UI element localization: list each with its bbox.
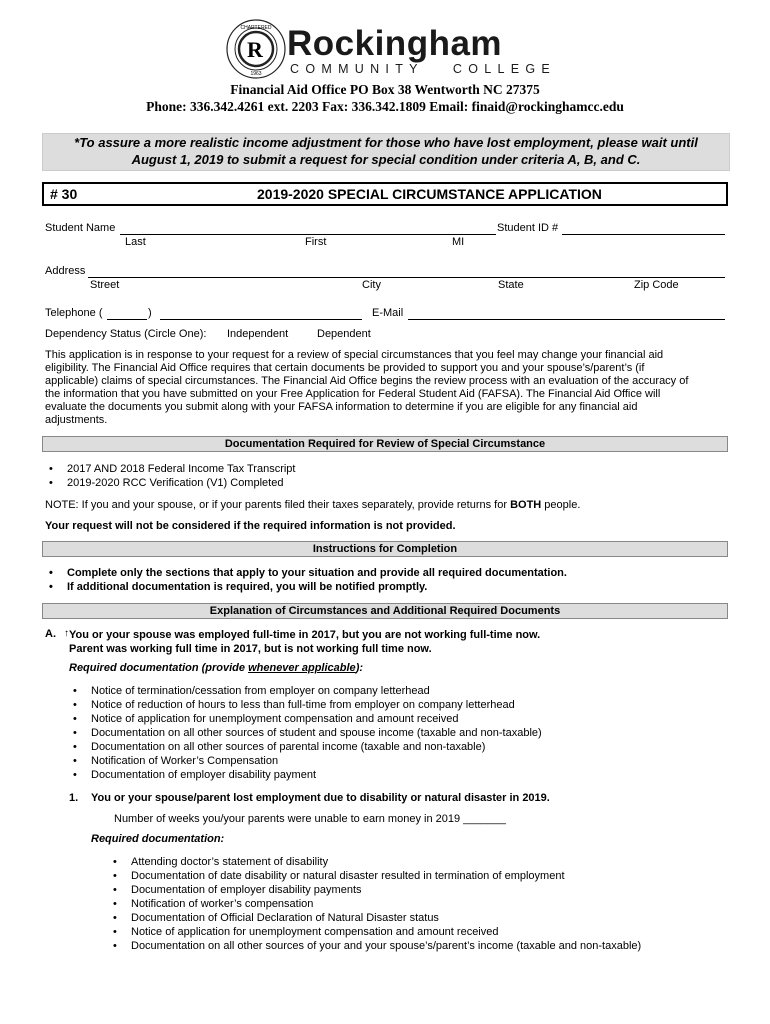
zip-caption: Zip Code: [634, 279, 679, 291]
seal-letter: R: [247, 37, 263, 62]
student-name-field[interactable]: [120, 222, 496, 235]
logo-name: Rockingham: [287, 24, 503, 63]
office-contact: Phone: 336.342.4261 ext. 2203 Fax: 336.342.1809 Email: finaid@rockinghamcc.edu: [146, 99, 624, 114]
note-prefix: NOTE: If you and your spouse, or if your parents filed their taxes separately, provide returns for: [45, 499, 511, 511]
email-field[interactable]: [408, 307, 725, 320]
list-item: • Documentation of employer disability payments: [109, 883, 641, 897]
note-bold: BOTH: [510, 499, 542, 511]
explanation-heading: Explanation of Circumstances and Additional Required Documents: [42, 603, 728, 619]
independent-option[interactable]: Independent: [227, 328, 289, 340]
list-item: • Notice of application for unemployment compensation and amount received: [109, 925, 641, 939]
telephone-field[interactable]: [160, 307, 362, 320]
list-item: • Documentation on all other sources of student and spouse income (taxable and non-taxable): [69, 726, 542, 740]
address-field[interactable]: [88, 265, 725, 278]
required-doc-label-2: Required documentation:: [91, 833, 225, 845]
doc-required-list: [45, 462, 295, 490]
section-a-line-1: You or your spouse was employed full-time in 2017, but you are not working full-time now.: [69, 629, 541, 641]
list-item: • Documentation of employer disability payment: [69, 768, 542, 782]
list-item: • Complete only the sections that apply to your situation and provide all required documentation.: [45, 566, 567, 580]
notice-line-1: *To assure a more realistic income adjustment for those who have lost employment, please wait until: [74, 135, 698, 150]
up-arrow-icon: ↑: [64, 628, 69, 639]
office-address: Financial Aid Office PO Box 38 Wentworth NC 27375: [230, 82, 540, 97]
seal-top-text: CHARTERED: [240, 25, 272, 31]
intro-line: adjustments.: [45, 414, 108, 426]
telephone-paren: ): [148, 307, 152, 319]
intro-line: This application is in response to your request for a review of special circumstances that you feel may change your financial aid: [45, 349, 664, 361]
item-1-list: [109, 855, 641, 953]
intro-paragraph: [45, 349, 725, 427]
list-item: • Notice of termination/cessation from employer on company letterhead: [69, 684, 542, 698]
instructions-heading: Instructions for Completion: [42, 541, 728, 557]
student-name-label: Student Name: [45, 222, 116, 234]
notice-line-2: August 1, 2019 to submit a request for special condition under criteria A, B, and C.: [131, 152, 641, 167]
first-name-caption: First: [305, 236, 327, 248]
list-item: • If additional documentation is required, you will be notified promptly.: [45, 580, 567, 594]
notice-banner: [42, 133, 730, 171]
req-underline: whenever applicable: [248, 662, 356, 674]
address-label: Address: [45, 265, 86, 277]
section-a-text: [69, 628, 540, 656]
doc-required-heading: Documentation Required for Review of Special Circumstance: [42, 436, 728, 452]
item-1-text: You or your spouse/parent lost employment due to disability or natural disaster in 2019.: [91, 792, 550, 804]
student-id-field[interactable]: [562, 222, 725, 235]
intro-line: eligibility. The Financial Aid Office requires that certain documents be provided to support you and your spouse’s/parent’s (if: [45, 362, 645, 374]
mi-caption: MI: [452, 236, 465, 248]
list-item: • Documentation on all other sources of parental income (taxable and non-taxable): [69, 740, 542, 754]
section-a-line-2: Parent was working full time in 2017, but is not working full time now.: [69, 643, 432, 655]
dependency-label: Dependency Status (Circle One):: [45, 328, 207, 340]
intro-line: evaluate the documents you submit along with your FAFSA information to determine if you are eligible for any financial aid: [45, 401, 638, 413]
list-item: • Notification of Worker’s Compensation: [69, 754, 542, 768]
required-doc-label: [69, 662, 363, 674]
note-suffix: people.: [541, 499, 581, 511]
intro-line: the information that you have submitted on your Free Application for Federal Student Aid (FAFSA). The Financial Aid Office will: [45, 388, 661, 400]
list-item: • Notice of reduction of hours to less than full-time from employer on company letterhead: [69, 698, 542, 712]
item-1-label: 1.: [69, 792, 79, 804]
student-id-label: Student ID #: [497, 222, 559, 234]
list-item: • Documentation of date disability or natural disaster resulted in termination of employment: [109, 869, 641, 883]
warning-text: Your request will not be considered if the required information is not provided.: [45, 520, 456, 532]
street-caption: Street: [90, 279, 120, 291]
logo-subtitle: COMMUNITY COLLEGE: [290, 62, 557, 76]
note-text: [45, 499, 725, 512]
list-item: • Documentation of Official Declaration of Natural Disaster status: [109, 911, 641, 925]
list-item: • Attending doctor’s statement of disability: [109, 855, 641, 869]
form-number: # 30: [50, 186, 78, 202]
telephone-label: Telephone (: [45, 307, 103, 319]
form-title: 2019-2020 SPECIAL CIRCUMSTANCE APPLICATION: [257, 186, 602, 202]
application-title: [42, 182, 728, 206]
weeks-unable-field[interactable]: Number of weeks you/your parents were unable to earn money in 2019 _______: [114, 813, 506, 825]
list-item: • Notice of application for unemployment compensation and amount received: [69, 712, 542, 726]
state-caption: State: [498, 279, 524, 291]
college-seal-icon: [226, 19, 286, 79]
list-item: • 2019-2020 RCC Verification (V1) Completed: [45, 476, 295, 490]
city-caption: City: [362, 279, 381, 291]
req-suffix: ):: [355, 662, 364, 674]
instructions-list: [45, 566, 567, 594]
intro-line: applicable) claims of special circumstances. The Financial Aid Office begins the review process with an evaluation of the accuracy of: [45, 375, 689, 387]
email-label: E-Mail: [372, 307, 404, 319]
dependent-option[interactable]: Dependent: [317, 328, 371, 340]
section-a-label: A.: [45, 628, 56, 640]
telephone-area-field[interactable]: [107, 307, 147, 320]
section-a-list: [69, 684, 542, 782]
list-item: • Documentation on all other sources of your and your spouse’s/parent’s income (taxable and non-taxable): [109, 939, 641, 953]
seal-year-text: 1963: [250, 71, 262, 77]
req-prefix: Required documentation (provide: [69, 662, 249, 674]
last-name-caption: Last: [125, 236, 146, 248]
list-item: • 2017 AND 2018 Federal Income Tax Transcript: [45, 462, 295, 476]
list-item: • Notification of worker’s compensation: [109, 897, 641, 911]
